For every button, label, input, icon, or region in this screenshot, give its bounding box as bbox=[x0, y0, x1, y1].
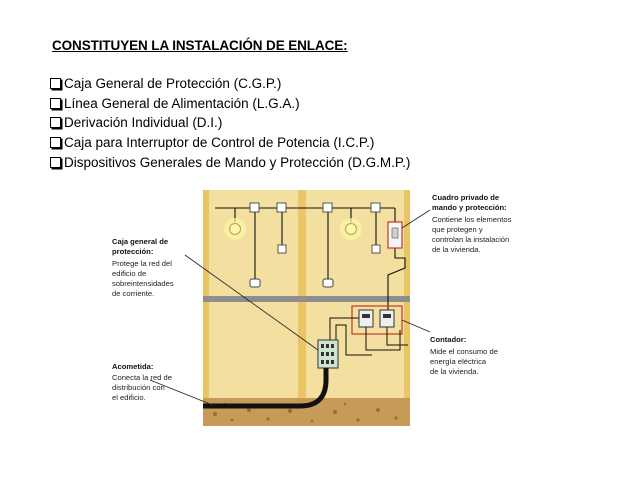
floor-beam bbox=[203, 296, 410, 302]
checkbox-bullet-icon bbox=[50, 98, 61, 109]
cuadro-title-line: Cuadro privado de bbox=[432, 193, 500, 202]
acometida-title-line: Acometida: bbox=[112, 362, 154, 371]
slide-heading: CONSTITUYEN LA INSTALACIÓN DE ENLACE: bbox=[52, 38, 348, 53]
bullet-item bbox=[50, 133, 410, 153]
cgp-body-line: Protege la red del bbox=[112, 259, 172, 268]
cgp-body-line: edificio de bbox=[112, 269, 147, 278]
acometida-label bbox=[112, 362, 172, 402]
installation-diagram bbox=[0, 180, 638, 479]
checkbox-bullet-icon bbox=[50, 137, 61, 148]
cuadro-body-line: de la vivienda. bbox=[432, 245, 481, 254]
contador-body-line: Mide el consumo de bbox=[430, 347, 498, 356]
cgp-title-line: protección: bbox=[112, 247, 154, 256]
bullet-label: Línea General de Alimentación (L.G.A.) bbox=[64, 95, 300, 111]
cuadro-body-line: Contiene los elementos bbox=[432, 215, 512, 224]
bullet-label: Caja General de Protección (C.G.P.) bbox=[64, 76, 282, 92]
acometida-body-line: distribución con bbox=[112, 383, 165, 392]
acometida-body-line: Conecta la red de bbox=[112, 373, 172, 382]
bullet-label: Caja para Interruptor de Control de Potencia (I.C.P.) bbox=[64, 135, 375, 151]
checkbox-bullet-icon bbox=[50, 117, 61, 128]
cgp-label bbox=[112, 237, 174, 298]
contador-body-line: energía eléctrica bbox=[430, 357, 487, 366]
checkbox-bullet-icon bbox=[50, 157, 61, 168]
cgp-body-line: sobreintensidades bbox=[112, 279, 174, 288]
checkbox-bullet-icon bbox=[50, 78, 61, 89]
bullet-item bbox=[50, 113, 410, 133]
cgp-fuses bbox=[321, 344, 334, 364]
cgp-body-line: de corriente. bbox=[112, 289, 155, 298]
bullet-item bbox=[50, 94, 410, 114]
contador-label bbox=[430, 335, 498, 376]
acometida-body-line: el edificio. bbox=[112, 393, 146, 402]
cuadro-body-line: controlan la instalación bbox=[432, 235, 510, 244]
cgp-title-line: Caja general de bbox=[112, 237, 169, 246]
bullet-label: Derivación Individual (D.I.) bbox=[64, 115, 223, 131]
bullet-item bbox=[50, 152, 410, 172]
contador-body-line: de la vivienda. bbox=[430, 367, 479, 376]
cuadro-title-line: mando y protección: bbox=[432, 203, 507, 212]
bullet-list bbox=[50, 74, 410, 172]
bullet-item bbox=[50, 74, 410, 94]
cuadro-body-line: que protegen y bbox=[432, 225, 483, 234]
bullet-label: Dispositivos Generales de Mando y Protección (D.G.M.P.) bbox=[64, 154, 411, 170]
contador-title-line: Contador: bbox=[430, 335, 467, 344]
ground bbox=[203, 398, 410, 426]
cuadro-label bbox=[432, 193, 512, 254]
